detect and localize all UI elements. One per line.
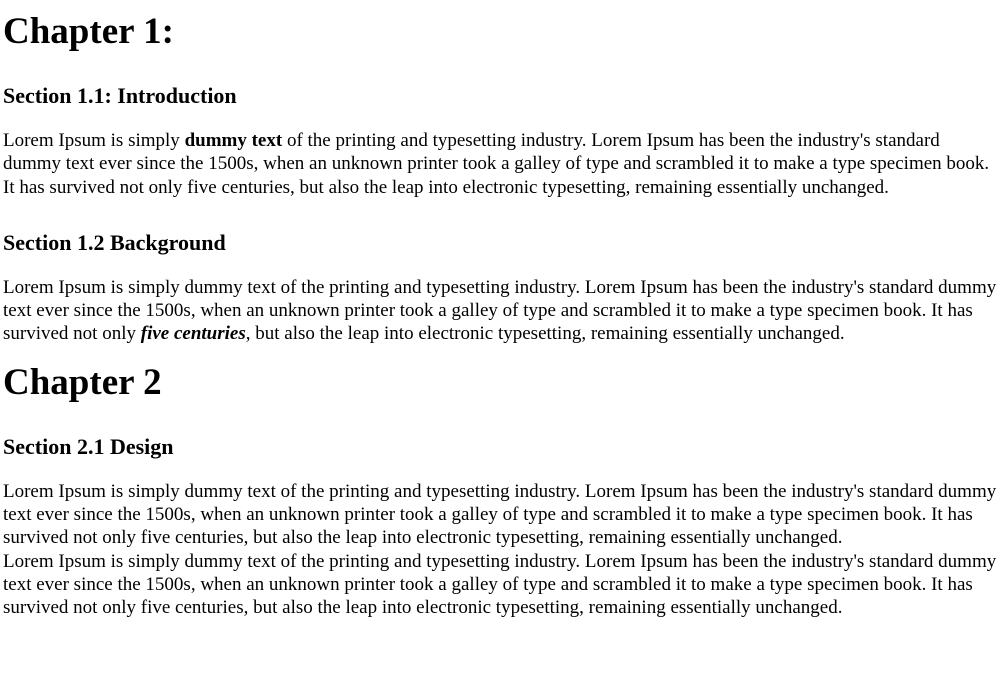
paragraph-text: , but also the leap into electronic typesetting, remaining essentially unchanged. bbox=[245, 323, 845, 345]
section-2-1-paragraph-1: Lorem Ipsum is simply dummy text of the printing and typesetting industry. Lorem Ipsum has been the industry's standard dummy text ever since the 1500s, when an unknown printer took a galley of type and scrambled it to make a type specimen book. It has survived not only five centuries, but also the leap into electronic typesetting, remaining essentially unchanged. bbox=[3, 480, 997, 549]
section-1-1-heading: Section 1.1: Introduction bbox=[3, 83, 237, 108]
bold-italic-text: five centuries bbox=[140, 323, 246, 345]
section-2-1-heading: Section 2.1 Design bbox=[3, 433, 174, 459]
paragraph-text: Lorem Ipsum is simply bbox=[3, 130, 185, 151]
chapter-2-title: Chapter 2 bbox=[3, 361, 162, 403]
document-page bbox=[0, 12, 1005, 620]
paragraph-text: Lorem Ipsum is simply dummy text of the printing and typesetting industry. Lorem Ipsum has been the industry's standard dummy text ever since the 1500s, when an unknown printer took a galley of type and scrambled it to make a type specimen book. It has survived not only bbox=[3, 276, 997, 345]
bold-text: dummy text bbox=[184, 130, 283, 151]
section-1-1-paragraph bbox=[3, 129, 999, 199]
chapter-1-title: Chapter 1: bbox=[3, 11, 174, 52]
section-1-2-paragraph bbox=[3, 276, 999, 346]
section-2-1-paragraph-2: Lorem Ipsum is simply dummy text of the printing and typesetting industry. Lorem Ipsum has been the industry's standard dummy text ever since the 1500s, when an unknown printer took a galley of type and scrambled it to make a type specimen book. It has survived not only five centuries, but also the leap into electronic typesetting, remaining essentially unchanged. bbox=[3, 550, 997, 619]
paragraph-text: of the printing and typesetting industry. Lorem Ipsum has been the industry's standard dummy text ever since the 1500s, when an unknown printer took a galley of type and scrambled it to make a type specimen book. It has survived not only five centuries, but also the leap into electronic typesetting, remaining essentially unchanged. bbox=[3, 130, 990, 198]
section-1-2-heading: Section 1.2 Background bbox=[3, 229, 226, 255]
